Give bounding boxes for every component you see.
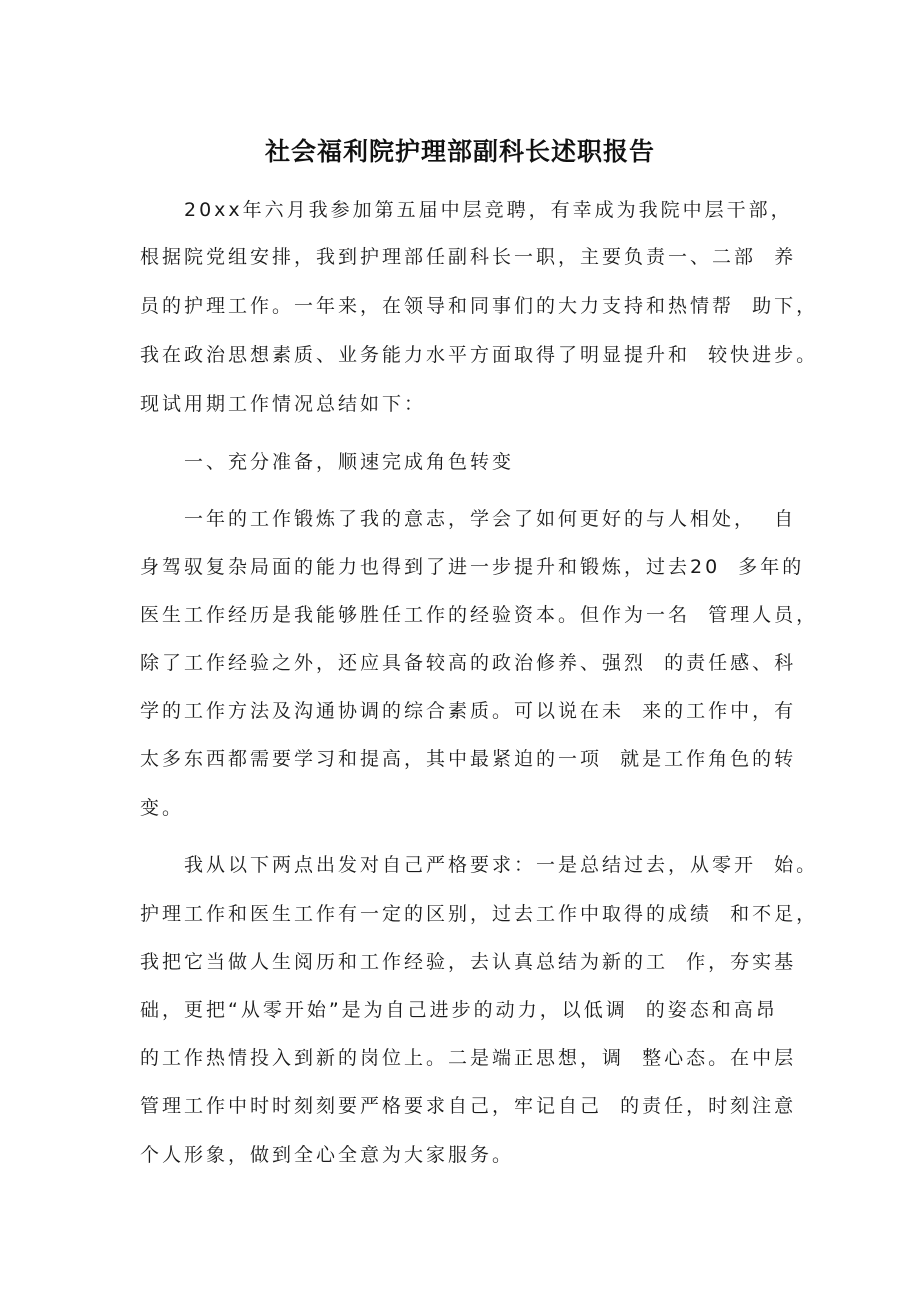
section-heading-1: 一、充分准备，顺速完成角色转变 (184, 451, 515, 473)
paragraph-4-line-7: 个人形象，做到全心全意为大家服务。 (140, 1144, 515, 1166)
paragraph-4-line-6: 管理工作中时时刻刻要严格要求自己，牢记自己 的责任，时刻注意 (140, 1095, 797, 1117)
paragraph-3-line-5: 学的工作方法及沟通协调的综合素质。可以说在未 来的工作中，有 (140, 700, 797, 722)
paragraph-3-line-1: 一年的工作锻炼了我的意志，学会了如何更好的与人相处， 自 (184, 508, 797, 530)
paragraph-1-line-5: 现试用期工作情况总结如下： (140, 393, 427, 415)
paragraph-3-line-6: 太多东西都需要学习和提高，其中最紧迫的一项 就是工作角色的转 (140, 748, 797, 770)
paragraph-3-line-7: 变。 (140, 797, 185, 819)
paragraph-1-line-1: 20xx年六月我参加第五届中层竞聘，有幸成为我院中层干部， (184, 199, 793, 221)
paragraph-4-line-1: 我从以下两点出发对自己严格要求：一是总结过去，从零开 始。 (184, 854, 819, 876)
paragraph-1-line-2: 根据院党组安排，我到护理部任副科长一职，主要负责一、二部 养 (140, 246, 797, 268)
paragraph-4-line-5: 的工作热情投入到新的岗位上。二是端正思想，调 整心态。在中层 (140, 1047, 797, 1069)
paragraph-3-line-4: 除了工作经验之外，还应具备较高的政治修养、强烈 的责任感、科 (140, 652, 797, 674)
paragraph-1-line-3: 员的护理工作。一年来，在领导和同事们的大力支持和热情帮 助下， (140, 295, 819, 317)
paragraph-4-line-4: 础，更把“从零开始”是为自己进步的动力，以低调 的姿态和高昂 (140, 999, 778, 1021)
paragraph-4-line-2: 护理工作和医生工作有一定的区别，过去工作中取得的成绩 和不足， (140, 903, 819, 925)
paragraph-4-line-3: 我把它当做人生阅历和工作经验，去认真总结为新的工 作，夯实基 (140, 951, 797, 973)
document-title: 社会福利院护理部副科长述职报告 (264, 137, 655, 166)
paragraph-3-line-3: 医生工作经历是我能够胜任工作的经验资本。但作为一名 管理人员， (140, 604, 819, 626)
paragraph-3-line-2: 身驾驭复杂局面的能力也得到了进一步提升和锻炼，过去20 多年的 (140, 556, 805, 578)
paragraph-1-line-4: 我在政治思想素质、业务能力水平方面取得了明显提升和 较快进步。 (140, 344, 819, 366)
